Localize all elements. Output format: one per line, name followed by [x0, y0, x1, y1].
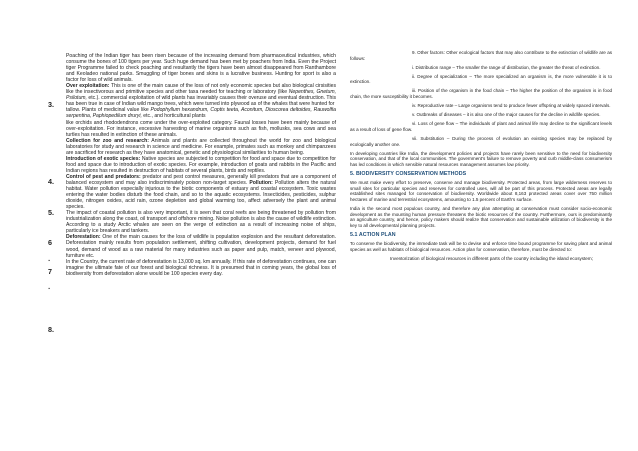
heading-deforestation: Deforestation: — [66, 234, 101, 241]
text: etc.). commercial exploitation of wild plants has invariably causes their overuse and eventual destruction. This has been true in case of Indian wild mango trees, which were turned into plywood as of the whales that were hunted for — [66, 95, 336, 108]
text: etc., and horticultural plants — [141, 113, 206, 120]
heading-pest-control: Control of pest and predators: — [66, 173, 141, 180]
paragraph-deforestation — [66, 234, 336, 258]
italic-species: Nepenthes, Gnetum, Psilotum, — [66, 89, 336, 102]
paragraph-over-exploitation — [66, 83, 336, 107]
text: predator and pest control measures, generally kill predators that are a component of balanced ecosystem and may also indiscriminately poison non-target species. — [66, 173, 337, 186]
marker-7: 7 — [48, 267, 52, 276]
list-item-gene-flow: vi. Loss of gene flow – The individuals of plant and animal life may decline to the significant levels as a result of loss of gene flow. — [350, 121, 612, 132]
paragraph-exotic-species — [66, 156, 336, 174]
paragraph-developing-countries: In developing countries like India, the development policies and projects have rarely been sensitive to the need for biodiversity conservation, and that of the local communities. The government’s failure to remove poverty and curb middle-class consumerism has led conditions in which sensible natural resources management assumes low priority. — [350, 150, 612, 167]
text: tallow. Plants of medicinal value like — [66, 107, 151, 114]
list-item-food-chain: iii. Position of the organism in the food chain – The higher the position of the organism is in food chain, the more susceptibility it becomes. — [350, 88, 612, 100]
marker-bullet: ‧ — [48, 284, 51, 293]
list-item-reproductive-rate: iv. Reproductive rate – Large organisms tend to produce fewer offspring at widely spaced intervals. — [412, 103, 611, 109]
italic-species: Podophyllum hexandrum, Coptis teeta, Aconitum, Dioscorea deltoides, Rauwolfia serpentina, Paphiopedilum druryi, — [66, 107, 337, 120]
marker-8: 8. — [48, 325, 54, 334]
paragraph-pest-pollution — [66, 174, 336, 210]
marker-3: 3. — [48, 100, 54, 109]
list-item-inventorization: Inventorization of biological resources in different parts of the country including the island ecosystem; — [390, 255, 593, 261]
paragraph-zoo-research — [66, 138, 336, 156]
text: like orchids and rhododendrons come under the over-exploited category. Faunal losses have been mainly because of over-exploitation. For instance, excessive harvesting of marine organisms such as fish, mollusks, sea cows and sea turtles has resulted in extinction of these animals. — [66, 119, 336, 138]
paragraph-india-conservation: India is the second most populous country, and therefore any plan attempting at conservation must consider socio-economic development as the mounting human pressure threatens the biotic resources of the country. Furthermore, ours is predominantly an agriculture country, and hence, policy makers should realize that conservation and sustainable utilization of biodiversity is the key to all developmental planning projects. — [350, 206, 612, 229]
paragraph-medicinal-plants — [66, 107, 336, 119]
section-heading-conservation-methods: 5. BIODIVERSITY CONSERVATION METHODS — [350, 170, 467, 177]
text: Poaching of the Indian tiger has been risen because of the increasing demand from pharmaceutical industries, which consume the bones of 100 tigers per year. Such huge demand has been met by poachers from India. Even the Project tiger Programme failed to check poaching and resultantly the tigers have been almost disappeared from Ranthambore and Keoladeo national parks. Smuggling of tiger bones and skins is a lucrative business. Hunting for sport is also a factor for loss of wild animals. — [66, 53, 336, 84]
text: In the Country, the current rate of deforestation is 13,000 sq. km annually. If this rate of deforestation continues, one can imagine the ultimate fate of our forest and biological richness. It is presumed that in coming years, the global loss of biodiversity from deforestation alone would be 100 species every day. — [66, 258, 336, 277]
text: One of the main causes for the loss of wildlife is population explosion and the resultant deforestation. Deforestation mainly results from population settlement, shifting cultivation, development projects, demand for fuel wood, demand of wood as a raw material for many industries such as paper and pulp, match, veneer and plywood, furniture etc. — [66, 234, 336, 259]
text: Native species are subjected to competition for food and space due to competition for food and space due to introduction of exotic species. For example, introduction of goats and rabbits in the Pacific and Indian regions has resulted in destruction of habitats of several plants, birds and reptiles. — [66, 155, 336, 174]
list-item-specialization: ii. Degree of specialization – The more specialized an organism is, the more vulnerable it is to extinction. — [350, 73, 612, 85]
marker-bullet: ‧ — [48, 256, 51, 265]
right-column — [350, 50, 612, 265]
list-item-substitution: vii. Substitution – During the process of evolution an existing species may be replaced by ecologically another one. — [350, 135, 612, 147]
left-column — [66, 53, 336, 277]
paragraph-action-plan: To conserve the biodiversity, the immediate task will be to devise and enforce time bound programme for saving plant and animal species as well as habitats of biological resources. Action plan for conservation, therefore, must be directed to: — [350, 241, 612, 252]
marker-4: 4. — [48, 177, 54, 186]
heading-exotic-species: Introduction of exotic species: — [66, 155, 141, 162]
heading-zoo-research: Collection for zoo and research: — [66, 137, 149, 144]
heading-over-exploitation: Over exploitation: — [66, 83, 110, 90]
paragraph-deforestation-rate — [66, 259, 336, 277]
list-item-diseases: v. Outbreaks of diseases – it is also one of the major causes for the decline in wildlife species. — [412, 112, 601, 118]
list-item-distribution-range: i. Distribution range – The smaller the range of distribution, the greater the threat of extinction. — [412, 64, 601, 70]
marker-5: 5. — [48, 208, 54, 217]
paragraph-faunal-losses — [66, 120, 336, 138]
paragraph-poaching — [66, 53, 336, 83]
section-heading-action-plan: 5.1 ACTION PLAN — [350, 232, 396, 239]
text: The impact of coastal pollution is also very important, it is seen that coral reefs are being threatened by pollution from industrialization along the coast, oil transport and offshore mining. Noise pollution is also the cause of wildlife extinction. According to a study Arctic whales are seen on the verge of extinction as a result of increasing noise of ships, particularly ice breakers and tankers. — [66, 210, 336, 235]
paragraph-protected-areas: We must make every effort to preserve, conserve and manage biodiversity. Protected areas, from large wilderness reserves to small sites for particular species and reserves for controlled uses, will all be part of this process. Protected areas are legally established sites managed for conservation of biodiversity. Worldwide about 8,163 protected areas cover over 750 million hectares of marine and terrestrial ecosystems, amounting to 1.5 percent of Earth’s surface. — [350, 179, 612, 203]
heading-pollution: Pollution: — [249, 179, 273, 186]
text: This is one of the main cause of the loss of not only economic species but also biological cirsisities like the insectivorous and primitive species and other taxa needed for teaching or laboratory (like — [66, 83, 337, 96]
marker-6: 6 — [48, 238, 52, 247]
paragraph-other-factors: 9. Other factors: Other ecological factors that may also contribute to the extinction of wildlife are as follows: — [350, 50, 612, 61]
text: Animals and plants are collected throughout the world for zoo and biological laboratories for study and research in science and medicine. For example, primates such as monkey and chimpanzees are sacrificed for research as they have anatomical, genetic and physiological similarities to human being. — [66, 137, 336, 156]
section-number-markers — [48, 0, 62, 451]
text: Pollution alters the natural habitat. Water pollution especially injurious to the biotic components of estuary and coastal ecosystem. Toxic wastes entering the water bodies disturb the food chain, and so to the aquatic ecosystems. Insecticides, pesticides, sulphur dioxide, nitrogen oxides, acid rain, ozone depletion and global warming too, affect adversely the plant and animal species. — [66, 179, 336, 211]
paragraph-coastal-pollution — [66, 210, 336, 234]
